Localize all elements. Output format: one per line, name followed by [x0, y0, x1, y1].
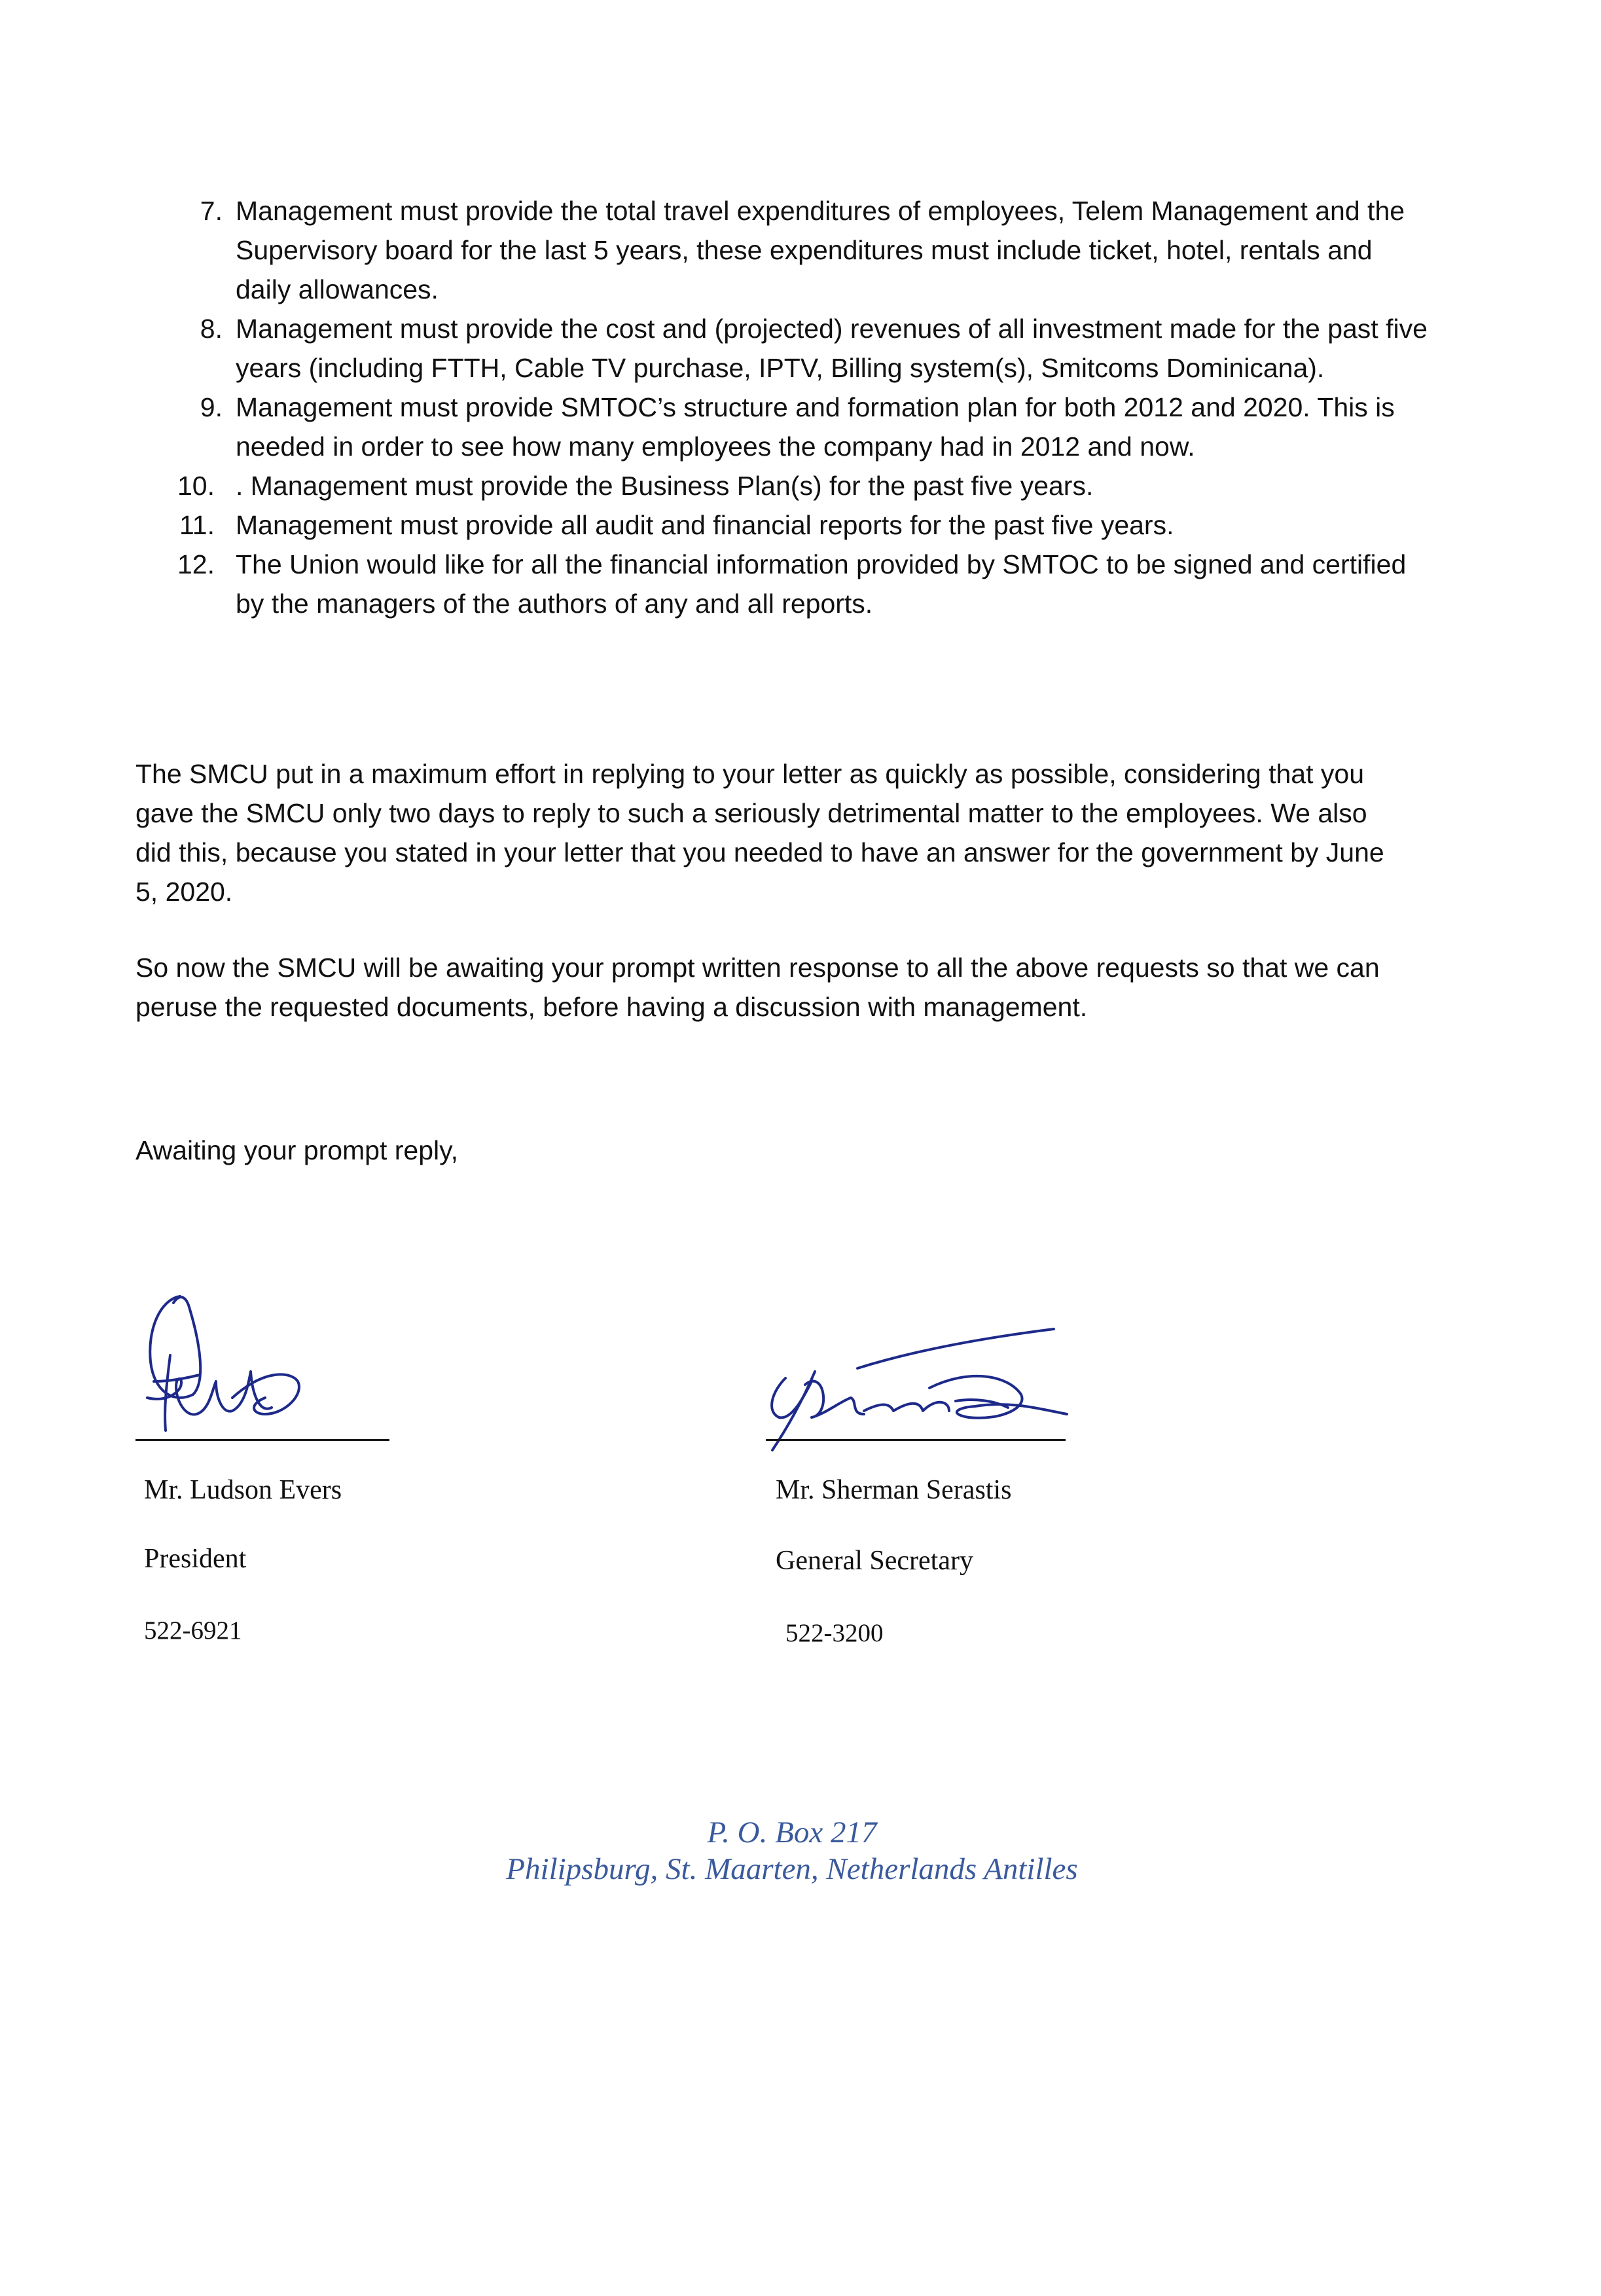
list-item-number: 12.	[177, 549, 215, 579]
list-item-number: 7.	[200, 196, 223, 226]
list-item-text: Management must provide the cost and (projected) revenues of all investment made for the past five years (including FTTH, Cable TV purchase, IPTV, Billing system(s), Smitcoms Dominicana).	[236, 314, 1428, 383]
handwritten-signature-icon	[759, 1303, 1100, 1453]
signature-line	[135, 1439, 389, 1441]
list-item	[177, 466, 1433, 505]
list-item	[177, 388, 1433, 466]
signatory-name: Mr. Ludson Evers	[144, 1475, 342, 1505]
list-item-text: Management must provide all audit and financial reports for the past five years.	[236, 510, 1174, 540]
list-item	[177, 191, 1433, 309]
list-item-number: 8.	[200, 314, 223, 344]
signatory-phone: 522-3200	[785, 1619, 884, 1647]
signatory-phone: 522-6921	[144, 1616, 242, 1645]
signatory-name: Mr. Sherman Serastis	[776, 1475, 1012, 1505]
footer-address-line: Philipsburg, St. Maarten, Netherlands Antilles	[506, 1852, 1078, 1886]
signature-serastis	[759, 1303, 1126, 1453]
list-item-number: 11.	[179, 510, 215, 540]
signatory-title: General Secretary	[776, 1546, 973, 1576]
list-item-text: Management must provide the total travel expenditures of employees, Telem Management and the Supervisory board for the last 5 years, these expenditures must include ticket, hotel, rentals and daily allowances.	[236, 196, 1405, 304]
body-paragraph: The SMCU put in a maximum effort in replying to your letter as quickly as possible, considering that you gave the SMCU only two days to reply to such a seriously detrimental matter to the employees. We also did this, because you stated in your letter that you needed to have an answer for the government by June 5, 2020.	[135, 759, 1384, 907]
list-item-number: 9.	[200, 392, 223, 422]
list-item-text: Management must provide SMTOC’s structure and formation plan for both 2012 and 2020. This is needed in order to see how many employees the company had in 2012 and now.	[236, 392, 1395, 462]
signature-line	[766, 1439, 1066, 1441]
list-item-text: . Management must provide the Business Plan(s) for the past five years.	[236, 471, 1094, 501]
list-item-text: The Union would like for all the financial information provided by SMTOC to be signed and certified by the managers of the authors of any and all reports.	[236, 549, 1407, 619]
list-item	[177, 545, 1433, 623]
list-item	[177, 505, 1433, 545]
requests-list	[177, 191, 1433, 623]
body-paragraph: So now the SMCU will be awaiting your prompt written response to all the above requests so that we can peruse the requested documents, before having a discussion with management.	[135, 953, 1380, 1022]
closing-line: Awaiting your prompt reply,	[135, 1135, 458, 1165]
footer-address-line: P. O. Box 217	[707, 1815, 877, 1850]
signature-evers	[134, 1283, 501, 1440]
signatory-title: President	[144, 1544, 247, 1574]
handwritten-signature-icon	[134, 1283, 344, 1440]
list-item-number: 10.	[177, 471, 215, 501]
list-item	[177, 309, 1433, 388]
